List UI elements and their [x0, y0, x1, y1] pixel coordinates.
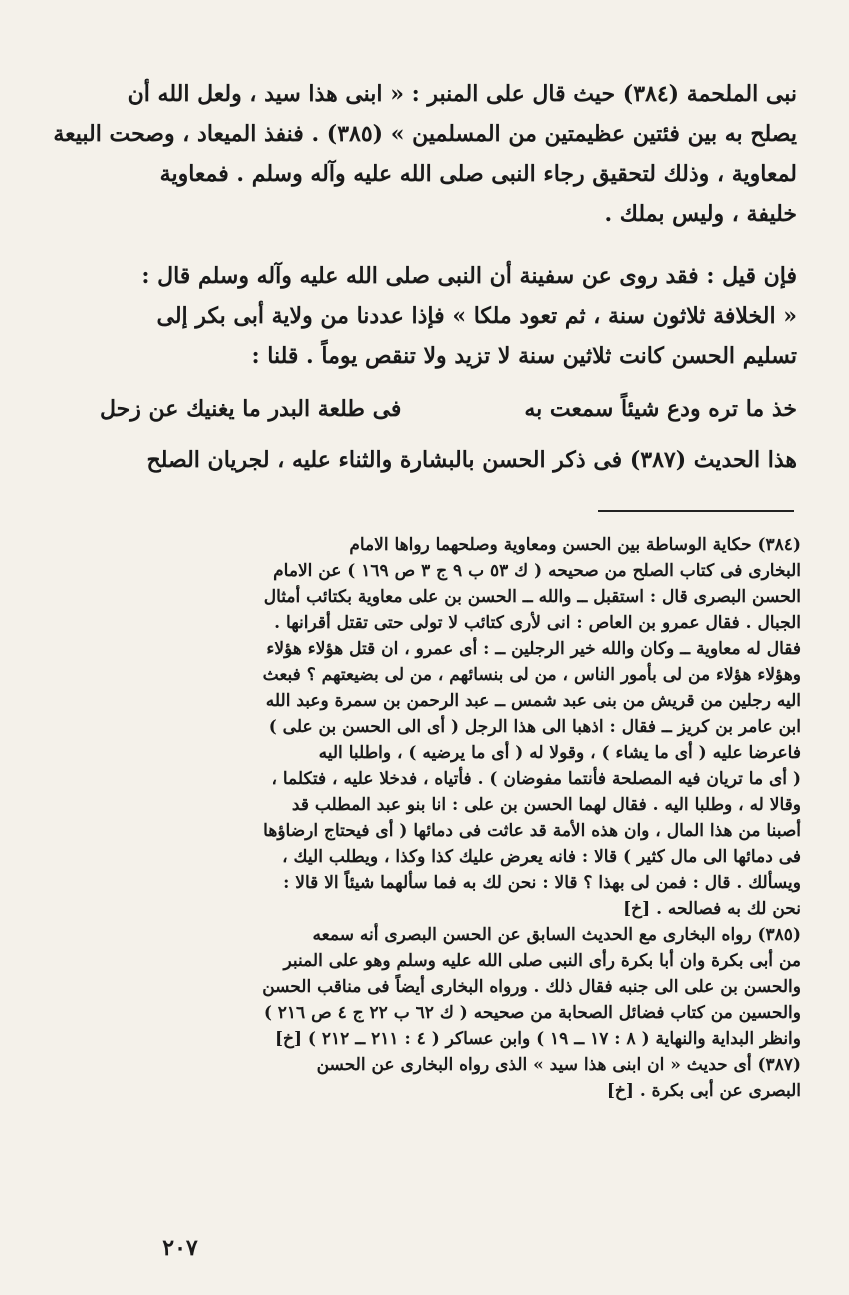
text-line: يصلح به بين فئتين عظيمتين من المسلمين » (٣٨٥) . فنفذ الميعاد ، وصحت البيعة: [53, 121, 797, 147]
paragraph-1: [53, 74, 797, 234]
footnote-line: وانظر البداية والنهاية ( ٨ : ١٧ ــ ١٩ ) وابن عساكر ( ٤ : ٢١١ ــ ٢١٢ ) [خ]: [274, 1029, 801, 1049]
footnote-line: البخارى فى كتاب الصلح من صحيحه ( ك ٥٣ ب ٩ ج ٣ ص ١٦٩ ) عن الامام: [273, 561, 801, 581]
footnote-separator: [598, 510, 794, 512]
text-line: « الخلافة ثلاثون سنة ، ثم تعود ملكا » فإذا عددنا من ولاية أبى بكر إلى: [156, 303, 797, 329]
footnote-line: (٣٨٤) حكاية الوساطة بين الحسن ومعاوية وصلحهما رواها الامام: [349, 535, 801, 555]
footnote-line: الجبال . فقال عمرو بن العاص : انى لأرى كتائب لا تولى حتى تقتل أقرانها .: [274, 613, 801, 633]
footnote-line: من أبى بكرة وان أبا بكرة رأى النبى صلى الله عليه وسلم وهو على المنبر: [283, 951, 801, 971]
footnote-line: فاعرضا عليه ( أى ما يشاء ) ، وقولا له ( أى ما يرضيه ) ، واطلبا اليه: [318, 743, 801, 763]
footnote-line: اليه رجلين من قريش من بنى عبد شمس ــ عبد الرحمن بن سمرة وعبد الله: [265, 691, 801, 711]
poetry-verse: [100, 388, 797, 430]
text-line: فإن قيل : فقد روى عن سفينة أن النبى صلى الله عليه وآله وسلم قال :: [141, 263, 797, 289]
footnote-line: وقالا له ، وطلبا اليه . فقال لهما الحسن بن على : انا بنو عبد المطلب قد: [291, 795, 801, 815]
footnote-line: البصرى عن أبى بكرة . [خ]: [606, 1081, 801, 1101]
paragraph-3: [100, 440, 797, 480]
text-line: خليفة ، وليس بملك .: [604, 201, 797, 227]
footnotes: [105, 532, 801, 1104]
footnote-line: (٣٨٧) أى حديث « ان ابنى هذا سيد » الذى رواه البخارى عن الحسن: [316, 1055, 801, 1075]
footnote-line: وهؤلاء هؤلاء من لى بأمور الناس ، من لى بنسائهم ، من لى بضيعتهم ؟ فبعث: [262, 665, 801, 685]
footnote-line: والحسين من كتاب فضائل الصحابة من صحيحه ( ك ٦٢ ب ٢٢ ج ٤ ص ٢١٦ ): [263, 1003, 801, 1023]
footnote-line: فقال له معاوية ــ وكان والله خير الرجلين ــ : أى عمرو ، ان قتل هؤلاء هؤلاء: [266, 639, 801, 659]
footnote-line: أصبنا من هذا المال ، وان هذه الأمة قد عاثت فى دمائها ( أى فيحتاج ارضاؤها: [263, 821, 801, 841]
footnote-line: ابن عامر بن كريز ــ فقال : اذهبا الى هذا الرجل ( أى الى الحسن بن على ): [268, 717, 801, 737]
text-line: لمعاوية ، وذلك لتحقيق رجاء النبى صلى الله عليه وآله وسلم . فمعاوية: [159, 161, 797, 187]
footnote-line: ( أى ما تريان فيه المصلحة فأنتما مفوضان ) . فأتياه ، فدخلا عليه ، فتكلما ،: [271, 769, 801, 789]
text-line: تسليم الحسن كانت ثلاثين سنة لا تزيد ولا تنقص يوماً . قلنا :: [251, 343, 797, 369]
footnote-line: والحسن بن على الى جنبه فقال ذلك . ورواه البخارى أيضاً فى مناقب الحسن: [262, 977, 801, 997]
footnote-line: نحن لك به فصالحه . [خ]: [623, 899, 801, 919]
footnote-line: (٣٨٥) رواه البخارى مع الحديث السابق عن الحسن البصرى أنه سمعه: [312, 925, 801, 945]
page-number: ٢٠٧: [162, 1235, 198, 1261]
paragraph-2: [100, 256, 797, 376]
footnote-line: فى دمائها الى مال كثير ) قالا : فانه يعرض عليك كذا وكذا ، ويطلب اليك ،: [282, 847, 801, 867]
footnote-line: الحسن البصرى قال : استقبل ــ والله ــ الحسن بن على معاوية بكتائب أمثال: [263, 587, 801, 607]
verse-first-hemistich: خذ ما تره ودع شيئاً سمعت به: [524, 396, 797, 422]
text-line: هذا الحديث (٣٨٧) فى ذكر الحسن بالبشارة والثناء عليه ، لجريان الصلح: [146, 447, 797, 473]
verse-second-hemistich: فى طلعة البدر ما يغنيك عن زحل: [100, 396, 402, 422]
footnote-line: ويسألك . قال : فمن لى بهذا ؟ قالا : نحن لك به فما سألهما شيئاً الا قالا :: [283, 873, 801, 893]
text-line: نبى الملحمة (٣٨٤) حيث قال على المنبر : « ابنى هذا سيد ، ولعل الله أن: [127, 81, 797, 107]
